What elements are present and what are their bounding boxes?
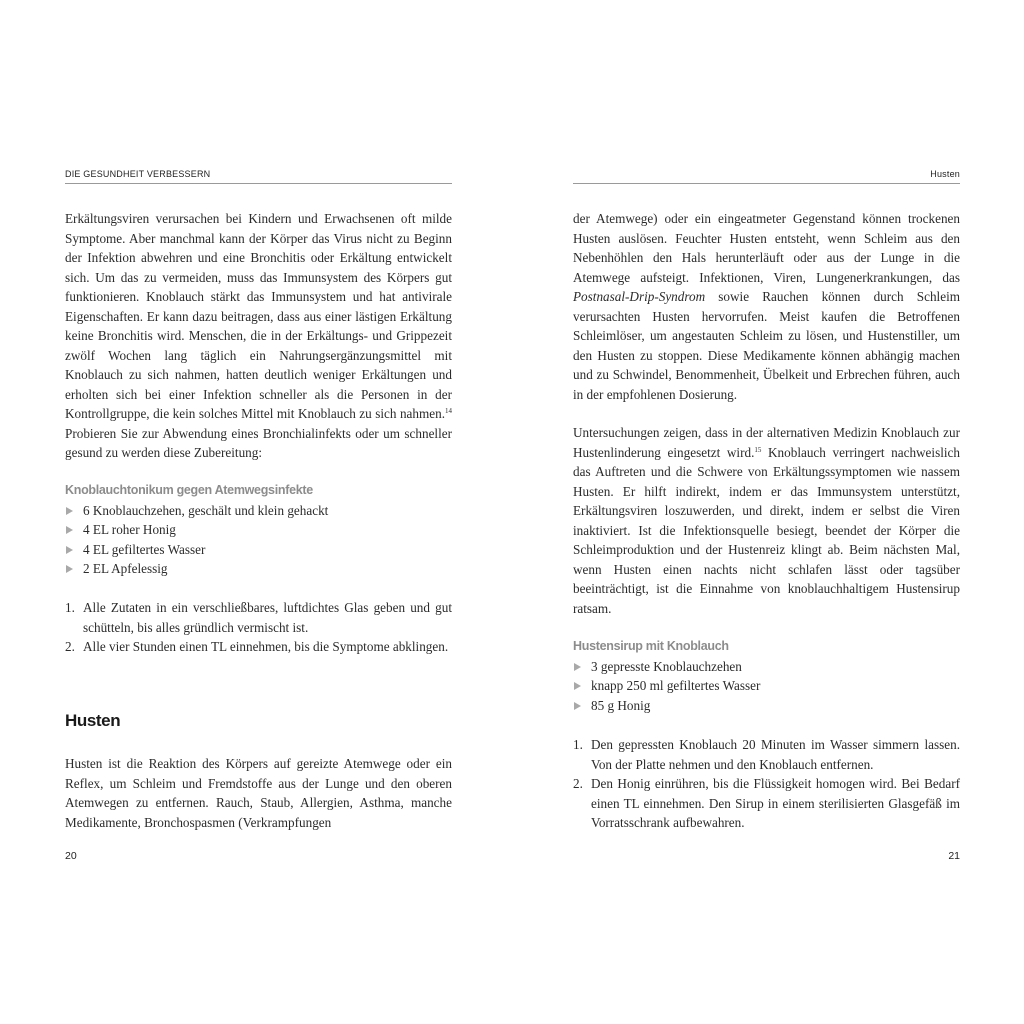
right-body [573, 209, 960, 404]
triangle-bullet-icon [66, 526, 73, 534]
ingredient-list [573, 657, 960, 716]
section-heading-container [65, 711, 452, 731]
right-paragraph-1: der Atemwege) oder ein eingeatmeter Gegenstand können trockenen Husten auslösen. Feuchter Husten entsteht, wenn Schleim aus den Nebenhöhlen den Hals herunterläuft oder aus der Lunge in die Atemwege aufsteigt. Infektionen, Viren, Lungenerkrankungen, das Postnasal-Drip-Syndrom sowie Rauchen können durch Schleim verursachten Husten hervorrufen. Meist kaufen die Betroffenen Schleimlöser, um angestauten Schleim zu lösen, und Hustenstiller, um den Husten zu stoppen. Diese Medikamente können abhängig machen und zu Schwindel, Benommenheit, Übelkeit und Erbrechen führen, auch in der empfohlenen Dosierung. [573, 211, 960, 402]
triangle-bullet-icon [66, 546, 73, 554]
triangle-bullet-icon [66, 507, 73, 515]
step-item: 2. Den Honig einrühren, bis die Flüssigkeit homogen wird. Bei Bedarf einen TL einnehmen. Den Sirup in einem sterilisierten Glasgefäß im Vorratsschrank aufbewahren. [573, 776, 960, 830]
left-paragraph-intro: Erkältungsviren verursachen bei Kindern und Erwachsenen oft milde Symptome. Aber manchmal kann der Körper das Virus nicht zu Beginn der Infektion abwehren und eine Bronchitis oder Erkältung entwickelt sich. Um das zu vermeiden, muss das Immunsystem des Körpers gut funktionieren. Knoblauch stärkt das Immunsystem und hat antivirale Eigenschaften. Er kann dazu beitragen, dass aus einer lästigen Erkältung keine Bronchitis wird. Menschen, die in der Erkältungs- und Grippezeit zwölf Wochen lang täglich ein Nahrungsergänzungsmittel mit Knoblauch zu sich nahmen, hatten deutlich weniger Erkältungen und erholten sich bei einer Infektion schneller als die Personen in der Kontrollgruppe, die kein solches Mittel mit Knoblauch zu sich nahmen.$^{14}$ Probieren Sie zur Abwendung eines Bronchialinfekts oder um schneller gesund zu werden diese Zubereitung: [65, 211, 452, 460]
step-list [573, 735, 960, 833]
left-body-2 [65, 754, 452, 832]
step-item: 1. Alle Zutaten in ein verschließbares, luftdichtes Glas geben und gut schütteln, bis alles gründlich vermischt ist. [65, 600, 452, 635]
recipe-title: Hustensirup mit Knoblauch [573, 639, 729, 653]
ingredient-item: knapp 250 ml gefiltertes Wasser [573, 676, 960, 696]
left-paragraph-husten: Husten ist die Reaktion des Körpers auf gereizte Atemwege oder ein Reflex, um Schleim und Fremdstoffe aus der Lunge und den oberen Atemwegen zu entfernen. Rauch, Staub, Allergien, Asthma, manche Medikamente, Bronchospasmen (Verkrampfungen [65, 756, 452, 830]
recipe-cough-syrup [573, 637, 960, 715]
right-paragraph-2: Untersuchungen zeigen, dass in der alternativen Medizin Knoblauch zur Hustenlinderung eingesetzt wird.$^{15}$ Knoblauch verringert nachweislich das Auftreten und die Schwere von Erkältungssymptomen wie nassem Husten. Er hilft indirekt, indem er das Immunsystem unterstützt, Erkältungsviren loszuwerden, und direkt, indem er selbst die Viren inaktiviert. Ist die Infektionsquelle besiegt, beendet der Körper die Schleimproduktion und der Hustenreiz klingt ab. Beim nächsten Mal, wenn Husten einen nachts nicht schlafen lässt oder tagsüber beeinträchtigt, ist die Einnahme von knoblauchhaltigem Hustensirup ratsam. [573, 425, 960, 616]
triangle-bullet-icon [574, 682, 581, 690]
page-number-right: 21 [948, 850, 960, 862]
ingredient-item: 4 EL roher Honig [65, 520, 452, 540]
ingredient-list [65, 501, 452, 579]
recipe-steps-left [65, 598, 452, 657]
ingredient-item: 4 EL gefiltertes Wasser [65, 540, 452, 560]
running-head-right: Husten [573, 169, 960, 184]
page-number-left: 20 [65, 850, 77, 862]
triangle-bullet-icon [66, 565, 73, 573]
section-heading: Husten [65, 711, 121, 730]
footnote-ref-15: 15 [754, 445, 762, 454]
right-body-2 [573, 423, 960, 618]
recipe-garlic-tonic [65, 481, 452, 579]
triangle-bullet-icon [574, 702, 581, 710]
step-list [65, 598, 452, 657]
ingredient-item: 6 Knoblauchzehen, geschält und klein gehackt [65, 501, 452, 521]
running-head-left: DIE GESUNDHEIT VERBESSERN [65, 169, 452, 184]
step-item: 2. Alle vier Stunden einen TL einnehmen, bis die Symptome abklingen. [65, 639, 449, 654]
triangle-bullet-icon [574, 663, 581, 671]
left-body [65, 209, 452, 463]
ingredient-item: 85 g Honig [573, 696, 960, 716]
recipe-title: Knoblauchtonikum gegen Atemwegsinfekte [65, 483, 313, 497]
footnote-ref-14: 14 [445, 407, 452, 415]
step-item: 1. Den gepressten Knoblauch 20 Minuten im Wasser simmern lassen. Von der Platte nehmen und den Knoblauch entfernen. [573, 737, 960, 772]
ingredient-item: 3 gepresste Knoblauchzehen [573, 657, 960, 677]
recipe-steps-right [573, 735, 960, 833]
ingredient-item: 2 EL Apfelessig [65, 559, 452, 579]
